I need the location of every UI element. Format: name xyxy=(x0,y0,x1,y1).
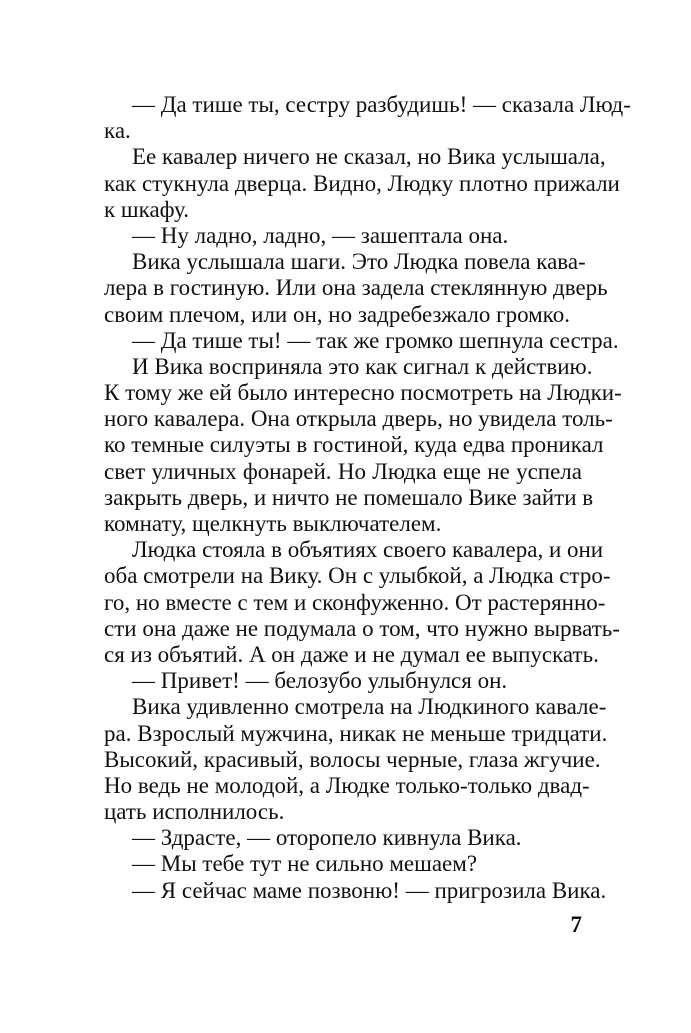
text-line: — Мы тебе тут не сильно мешаем? xyxy=(132,851,478,877)
text-line: — Ну ладно, ладно, — зашептала она. xyxy=(132,222,509,248)
text-line: — Я сейчас маме позвоню! — пригрозила Вика. xyxy=(132,877,607,903)
text-line: — Привет! — белозубо улыбнулся он. xyxy=(132,668,508,694)
text-line: сти она даже не подумала о том, что нужно вырвать- xyxy=(104,615,620,641)
text-line: лера в гостиную. Или она задела стеклянную дверь xyxy=(104,275,608,301)
text-line: оба смотрели на Вику. Он с улыбкой, а Людка стро- xyxy=(104,563,611,589)
text-line: своим плечом, или он, но задребезжало громко. xyxy=(104,301,570,327)
text-line: цать исполнилось. xyxy=(104,799,285,825)
text-line: К тому же ей было интересно посмотреть на Людки- xyxy=(104,380,622,406)
text-line: ра. Взрослый мужчина, никак не меньше тридцати. xyxy=(104,720,608,746)
text-line: комнату, щелкнуть выключателем. xyxy=(104,511,442,536)
page-number: 7 xyxy=(570,912,582,937)
text-line: — Да тише ты, сестру разбудишь! — сказала Люд- xyxy=(132,92,631,117)
text-line: Вика удивленно смотрела на Людкиного кавале- xyxy=(132,694,607,720)
text-line: Людка стояла в объятиях своего кавалера, и они xyxy=(132,537,604,563)
text-line: закрыть дверь, и ничто не помешало Вике зайти в xyxy=(104,484,594,510)
text-line: И Вика восприняла это как сигнал к действию. xyxy=(132,353,593,379)
text-line: ка. xyxy=(104,118,131,144)
text-line: го, но вместе с тем и сконфуженно. От растерянно- xyxy=(104,589,606,615)
text-line: Но ведь не молодой, а Людке только-только двад- xyxy=(104,772,590,798)
text-line: Ее кавалер ничего не сказал, но Вика услышала, xyxy=(132,144,606,170)
text-line: как стукнула дверца. Видно, Людку плотно прижали xyxy=(104,170,620,196)
text-line: ного кавалера. Она открыла дверь, но увидела толь- xyxy=(104,406,613,432)
text-line: — Да тише ты! — так же громко шепнула сестра. xyxy=(132,327,619,353)
text-line: ся из объятий. А он даже и не думал ее выпускать. xyxy=(104,641,599,667)
text-line: свет уличных фонарей. Но Людка еще не успела xyxy=(104,458,582,484)
text-line: Вика услышала шаги. Это Людка повела кава- xyxy=(132,249,586,275)
text-line: Высокий, красивый, волосы черные, глаза жгучие. xyxy=(104,746,601,772)
text-line: ко темные силуэты в гостиной, куда едва проникал xyxy=(104,432,604,458)
body-text xyxy=(104,92,631,904)
text-line: — Здрасте, — оторопело кивнула Вика. xyxy=(132,825,522,851)
text-line: к шкафу. xyxy=(104,196,189,222)
